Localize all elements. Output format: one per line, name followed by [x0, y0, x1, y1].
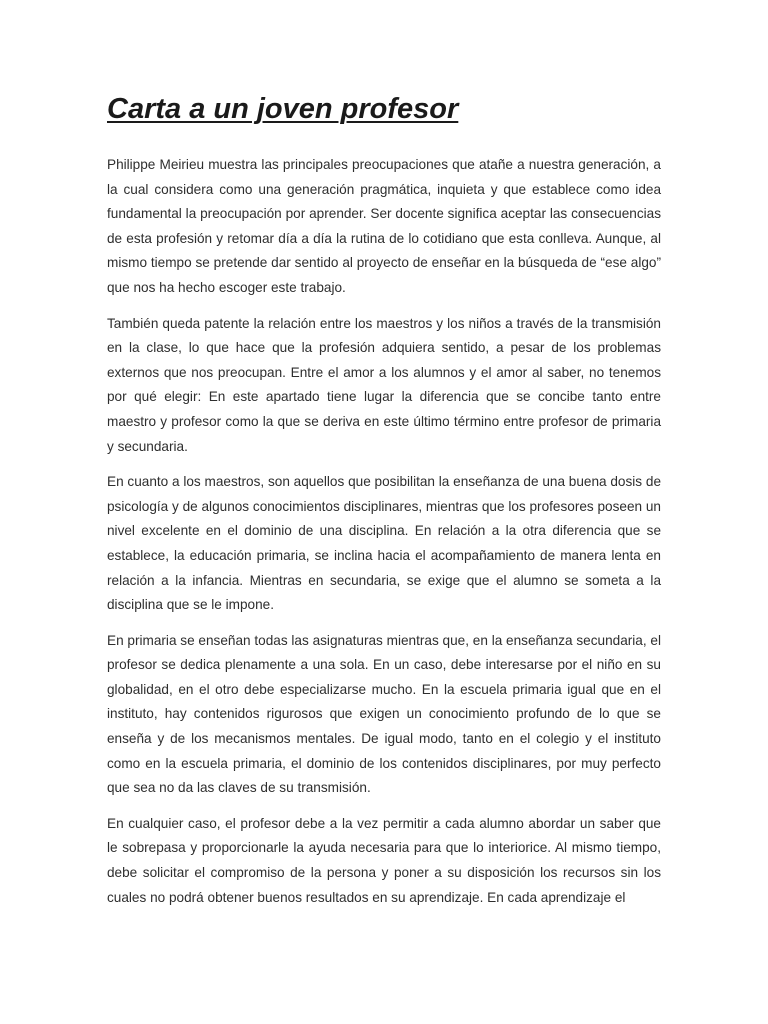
paragraph: En cualquier caso, el profesor debe a la vez permitir a cada alumno abordar un saber que le sobrepasa y proporcionarle la ayuda necesaria para que lo interiorice. Al mismo tiempo, debe solicitar el compromiso de la persona y poner a su disposición los recursos sin los cuales no podrá obtener buenos resultados en su aprendizaje. En cada aprendizaje el — [107, 815, 661, 905]
document-title: Carta a un joven profesor — [107, 93, 459, 125]
paragraph: En cuanto a los maestros, son aquellos que posibilitan la enseñanza de una buena dosis de psicología y de algunos conocimientos disciplinares, mientras que los profesores poseen un nivel excelente en el dominio de una disciplina. En relación a la otra diferencia que se establece, la educación primaria, se inclina hacia el acompañamiento de manera lenta en relación a la infancia. Mientras en secundaria, se exige que el alumno se someta a la disciplina que se le impone. — [107, 474, 661, 613]
paragraph: Philippe Meirieu muestra las principales preocupaciones que atañe a nuestra generación, a la cual considera como una generación pragmática, inquieta y que establece como idea fundamental la preocupación por aprender. Ser docente significa aceptar las consecuencias de esta profesión y retomar día a día la rutina de lo cotidiano que esta conlleva. Aunque, al mismo tiempo se pretende dar sentido al proyecto de enseñar en la búsqueda de “ese algo” que nos ha hecho escoger este trabajo. — [107, 157, 661, 295]
paragraph: También queda patente la relación entre los maestros y los niños a través de la transmisión en la clase, lo que hace que la profesión adquiera sentido, a pesar de los problemas externos que nos preocupan. Entre el amor a los alumnos y el amor al saber, no tenemos por qué elegir: En este apartado tiene lugar la diferencia que se concibe tanto entre maestro y profesor como la que se deriva en este último término entre profesor de primaria y secundaria. — [107, 315, 661, 454]
paragraph: En primaria se enseñan todas las asignaturas mientras que, en la enseñanza secundaria, el profesor se dedica plenamente a una sola. En un caso, debe interesarse por el niño en su globalidad, en el otro debe especializarse mucho. En la escuela primaria igual que en el instituto, hay contenidos rigurosos que exigen un conocimiento profundo de lo que se enseña y de los mecanismos mentales. De igual modo, tanto en el colegio y el instituto como en la escuela primaria, el dominio de los contenidos disciplinares, por muy perfecto que sea no da las claves de su transmisión. — [107, 632, 661, 796]
document-page — [107, 90, 661, 921]
